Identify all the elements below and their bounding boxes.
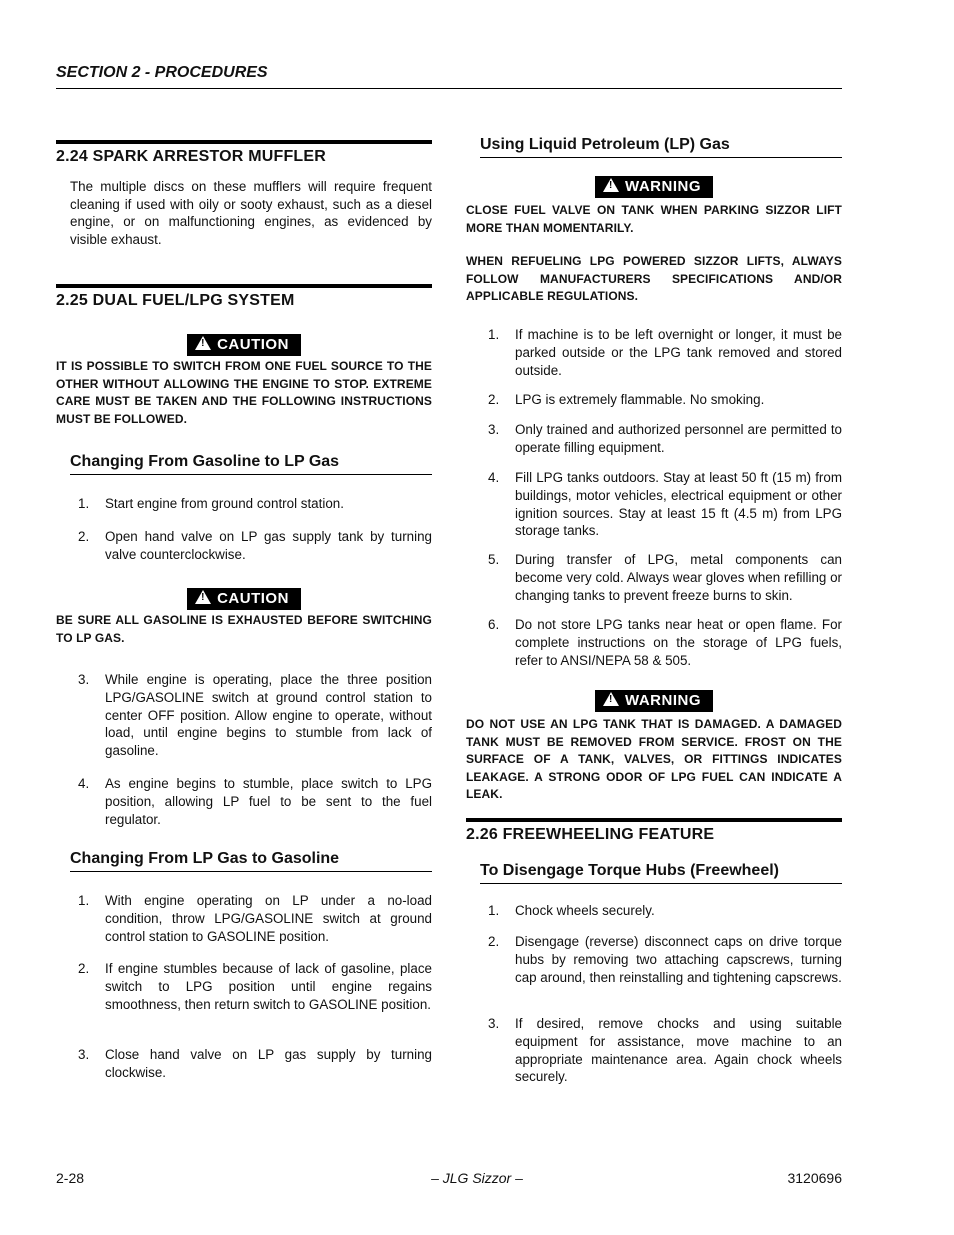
- subsection-lp-to-gasoline-title: Changing From LP Gas to Gasoline: [70, 850, 432, 872]
- caution-text: BE SURE ALL GASOLINE IS EXHAUSTED BEFORE SWITCHING TO LP GAS.: [56, 613, 432, 645]
- subsection-freewheel-title: To Disengage Torque Hubs (Freewheel): [480, 862, 842, 884]
- subsection-lp-gas-title: Using Liquid Petroleum (LP) Gas: [480, 136, 842, 158]
- document-number: 3120696: [787, 1170, 842, 1186]
- section-2-24-body: The multiple discs on these mufflers will require frequent cleaning if used with oily or sooty exhaust, such as a diesel engine, or on malfunctioning engines, as evidenced by visible exhaust.: [70, 179, 432, 247]
- section-2-25-title: 2.25 DUAL FUEL/LPG SYSTEM: [56, 284, 432, 310]
- warning-triangle-icon: [195, 590, 211, 604]
- section-2-24-title: 2.24 SPARK ARRESTOR MUFFLER: [56, 140, 432, 166]
- page-number: 2-28: [56, 1170, 85, 1186]
- subsection-gasoline-to-lp-title: Changing From Gasoline to LP Gas: [70, 453, 432, 475]
- section-2-26-title: 2.26 FREEWHEELING FEATURE: [466, 818, 842, 844]
- warning-text: CLOSE FUEL VALVE ON TANK WHEN PARKING SIZZOR LIFT MORE THAN MOMENTARILY.: [466, 203, 842, 235]
- warning-triangle-icon: [195, 336, 211, 350]
- section-header: SECTION 2 - PROCEDURES: [56, 64, 842, 89]
- footer-title: – JLG Sizzor –: [431, 1170, 523, 1186]
- caution-badge: !CAUTION: [56, 588, 432, 610]
- warning-text: DO NOT USE AN LPG TANK THAT IS DAMAGED. A DAMAGED TANK MUST BE REMOVED FROM SERVICE. FROST ON THE SURFACE OF A TANK, VALVES, OR FITTINGS INDICATES LEAKAGE. A STRONG ODOR OF LPG FUEL CAN INDICATE A LEAK.: [466, 717, 842, 802]
- warning-triangle-icon: [603, 178, 619, 192]
- warning-triangle-icon: [603, 692, 619, 706]
- caution-text: IT IS POSSIBLE TO SWITCH FROM ONE FUEL SOURCE TO THE OTHER WITHOUT ALLOWING THE ENGINE TO STOP. EXTREME CARE MUST BE TAKEN AND THE FOLLOWING INSTRUCTIONS MUST BE FOLLOWED.: [56, 359, 432, 426]
- warning-badge: !WARNING: [466, 176, 842, 198]
- caution-badge: !CAUTION: [56, 334, 432, 356]
- warning-badge: !WARNING: [466, 690, 842, 712]
- warning-text: WHEN REFUELING LPG POWERED SIZZOR LIFTS, ALWAYS FOLLOW MANUFACTURERS SPECIFICATIONS AND/OR APPLICABLE REGULATIONS.: [466, 254, 842, 304]
